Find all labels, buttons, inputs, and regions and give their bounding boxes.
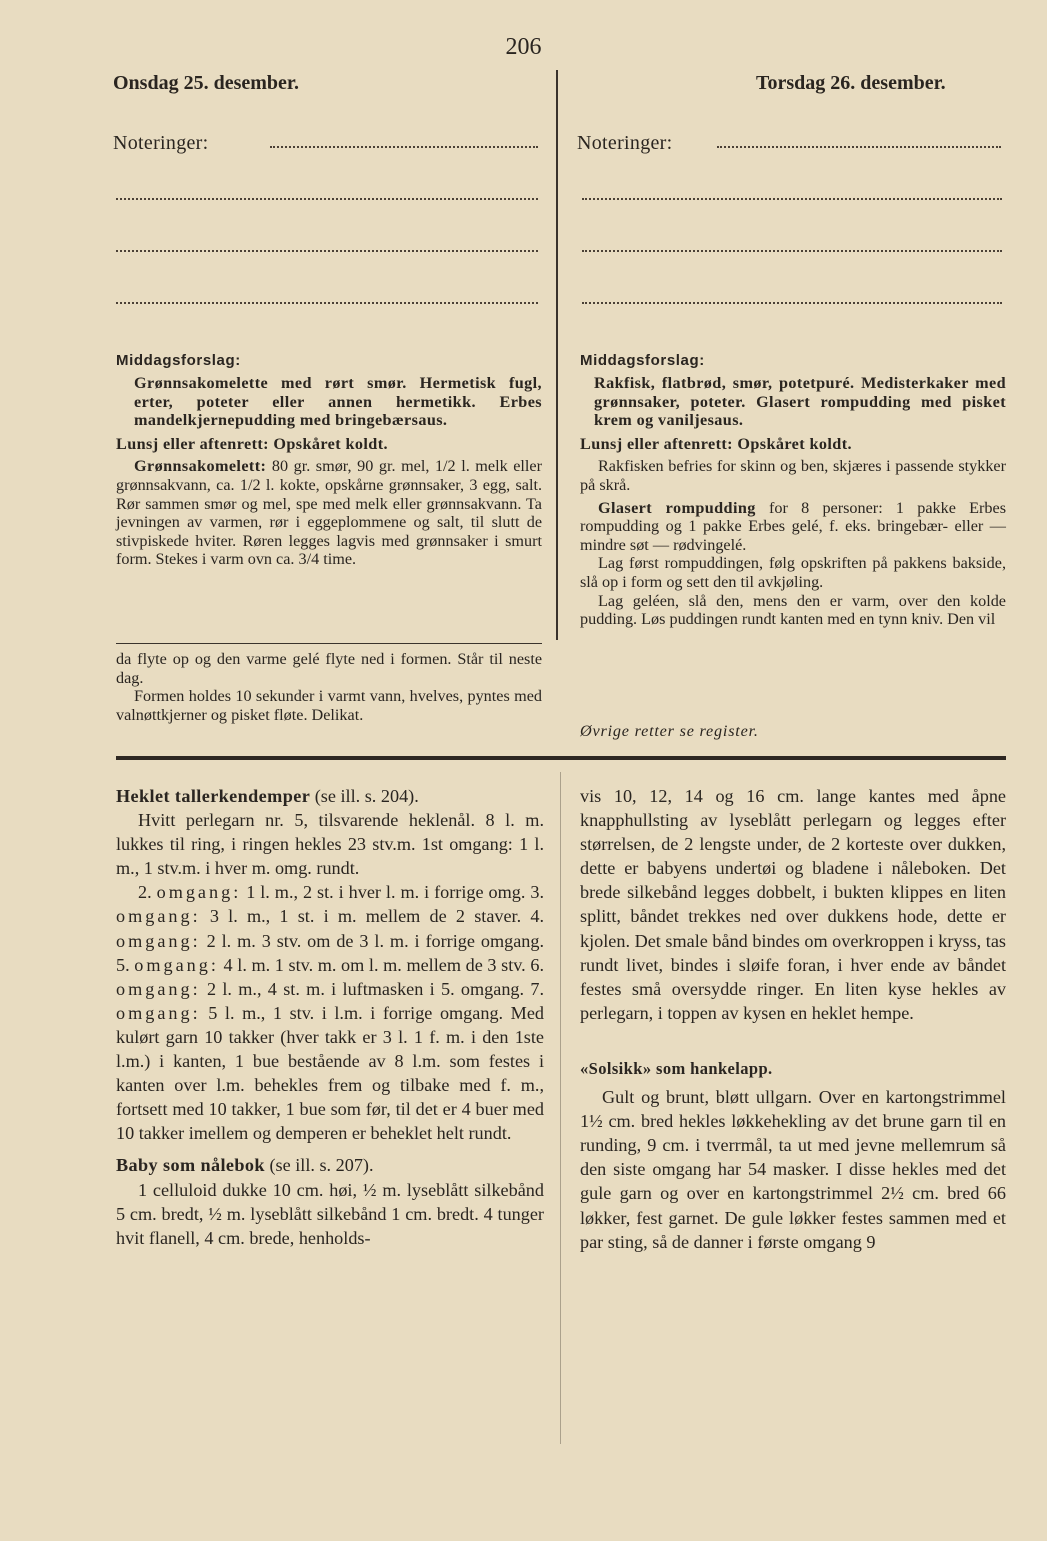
left-notes-label: Noteringer: [113,132,209,154]
right-day-heading: Torsdag 26. desember. [756,72,946,94]
page-number: 206 [505,34,542,60]
damper-ref: (se ill. s. 204). [314,786,419,806]
left-menu-title: Middagsforslag: [116,352,241,369]
round-2-label: omgang: [156,882,242,903]
round-4-label: omgang: [116,930,201,951]
left-lunch-text: Lunsj eller aftenrett: Opskåret koldt. [116,434,388,453]
round-3-label: omgang: [116,906,201,927]
left-day-heading: Onsdag 25. desember. [113,72,299,94]
damper-paragraph [116,784,544,808]
damper-title: Heklet tallerkendemper [116,786,311,806]
lower-column-divider [560,772,561,1444]
section-divider-rule [116,756,1006,760]
baby-ref: (se ill. s. 207). [269,1155,374,1176]
left-recipe-title: Grønnsakomelett: [134,457,267,476]
baby-title: Baby som nålebok [116,1155,265,1176]
round-7-label: omgang: [116,1002,201,1023]
right-recipe-step-1: Lag først rompuddingen, følg opskriften på pakkens bakside, slå op i form og sett den til avkjøling. [580,554,1006,591]
round-4-text: 2 l. m. 3 stv. om de 3 l. m. i forrige omgang. 5. [116,930,545,975]
damper-intro: Hvitt perlegarn nr. 5, tilsvarende heklenål. 8 l. m. lukkes til ring, i ringen hekles 23 stv.m. 1st omgang: 1 l. m., 1 stv.m. i hver m. omg. rundt. [116,810,544,879]
round-5-label: omgang: [134,954,219,975]
right-notes-line-4 [582,302,1002,304]
right-notes-line-3 [582,250,1002,252]
right-rakfisk-text: Rakfisken befries for skinn og ben, skjæres i passende stykker på skrå. [580,457,1006,494]
right-footer-note: Øvrige retter se register. [580,722,759,740]
right-recipe-intro: for 8 personer: 1 pakke Erbes rompudding og 1 pakke Erbes gelé, f. eks. bringebær- eller — mindre søt — rødvingelé. [580,498,1006,554]
right-recipe-step-2: Lag geléen, slå den, mens den er varm, over den kolde pudding. Løs puddingen rundt kanten med en tynn kniv. Den vil [580,591,1006,629]
round-7-text: 5 l. m., 1 stv. i l.m. i forrige omgang. Med kulørt garn 10 takker (hver takk er 3 l. 1 f. m. i den 1ste l.m.) i kanten, 1 bue bestående av 8 l.m. som festes i kanten over l.m. behekles frem og tilbake med f. m., fortsett med 10 takker, 1 bue som før, til det er 4 buer med 10 takker imellem og demperen er beheklet helt rundt. [116,1002,544,1144]
solsikk-title: «Solsikk» som hankelapp. [580,1058,773,1078]
right-recipe-title: Glasert rompudding [598,498,756,517]
right-notes-line-2 [582,198,1002,200]
round-5-text: 4 l. m. 1 stv. m. om l. m. mellem de 3 stv. 6. [223,954,544,975]
left-continued-block [116,650,542,724]
round-6-text: 2 l. m., 4 st. m. i luftmasken i 5. omgang. 7. [206,978,545,999]
right-lunch-text: Lunsj eller aftenrett: Opskåret koldt. [580,434,852,453]
right-menu-text: Rakfisk, flatbrød, smør, potetpuré. Medisterkaker med grønnsaker, poteter. Glasert rompudding med pisket krem og vaniljesaus. [594,374,1006,430]
round-2-text: 1 l. m., 2 st. i hver l. m. i forrige omg. 3. [246,882,545,903]
left-menu-text: Grønnsakomelette med rørt smør. Hermetisk fugl, erter, poteter eller annen hermetikk. Erbes mandelkjernepudding med bringebærsaus. [134,374,542,430]
left-notes-line-3 [116,250,538,252]
right-notes-label: Noteringer: [577,132,673,154]
left-notes-line-2 [116,198,538,200]
round-6-label: omgang: [116,978,201,999]
round-2-number: 2. [138,882,152,903]
baby-paragraph [116,1153,544,1177]
left-recipe-separator [116,643,542,644]
lower-right-column [580,784,1006,1254]
right-recipe [580,499,1006,555]
damper-rounds [116,880,544,1145]
upper-column-divider [556,70,558,640]
round-3-text: 3 l. m., 1 st. i m. mellem de 2 staver. 4. [209,906,545,927]
right-menu-title: Middagsforslag: [580,352,705,369]
baby-text: 1 celluloid dukke 10 cm. høi, ½ m. lyseblått silkebånd 5 cm. bredt, ½ m. lyseblått silkebånd 1 cm. bredt. 4 tunger hvit flanell, 4 cm. brede, henholds- [116,1179,544,1248]
left-notes-line-1 [270,146,538,148]
right-notes-line-1 [717,146,1001,148]
left-recipe [116,457,542,569]
left-continued-1: da flyte op og den varme gelé flyte ned i formen. Står til neste dag. [116,650,542,687]
solsikk-text: Gult og brunt, bløtt ullgarn. Over en kartongstrimmel 1½ cm. bred hekles løkkehekling av det brune garn til en runding, 9 cm. i tverrmål, ta ut med jevne mellemrum så den siste omgang har 54 masker. I disse hekles med det gule garn og over en kartongstrimmel 2½ cm. bred 66 løkker, fest garnet. De gule løkker festes sammen med et par sting, så de danner i første omgang 9 [580,1087,1006,1252]
left-recipe-text: 80 gr. smør, 90 gr. mel, 1/2 l. melk eller grønnsakvann, ca. 1/2 l. kokte, opskårne grønnsaker, 3 egg, salt. Rør sammen smør og mel, spe med melk eller grønnsakvann. Ta jevningen av varmen, rør i eggeplommene og salt, til slutt de stivpiskede hviter. Røren legges lagvis med grønnsaker i smurt form. Stekes i varm ovn ca. 3/4 time. [116,457,542,569]
left-continued-2: Formen holdes 10 sekunder i varmt vann, hvelves, pyntes med valnøttkjerner og pisket fløte. Delikat. [116,687,542,724]
baby-continued-text: vis 10, 12, 14 og 16 cm. lange kantes med åpne knapphullsting av lyseblått perlegarn og legges efter størrelsen, de 2 lengste under, de 2 korteste over dukken, dette er babyens undertøi og bladene i nåleboken. Det brede silkebånd legges dobbelt, i bukten klippes en liten splitt, båndet trekkes ned over dukkens hode, dette er kjolen. Det smale bånd bindes om overkroppen i kryss, tas rundt livet, bindes i sløife foran, i hver ende av båndet festes små oversydde ringer. En liten kyse hekles av perlegarn, i toppen av kysen en heklet hempe. [580,786,1006,1023]
left-menu-block [116,374,542,569]
lower-left-column [116,784,544,1250]
left-notes-line-4 [116,302,538,304]
right-menu-block [580,374,1006,629]
